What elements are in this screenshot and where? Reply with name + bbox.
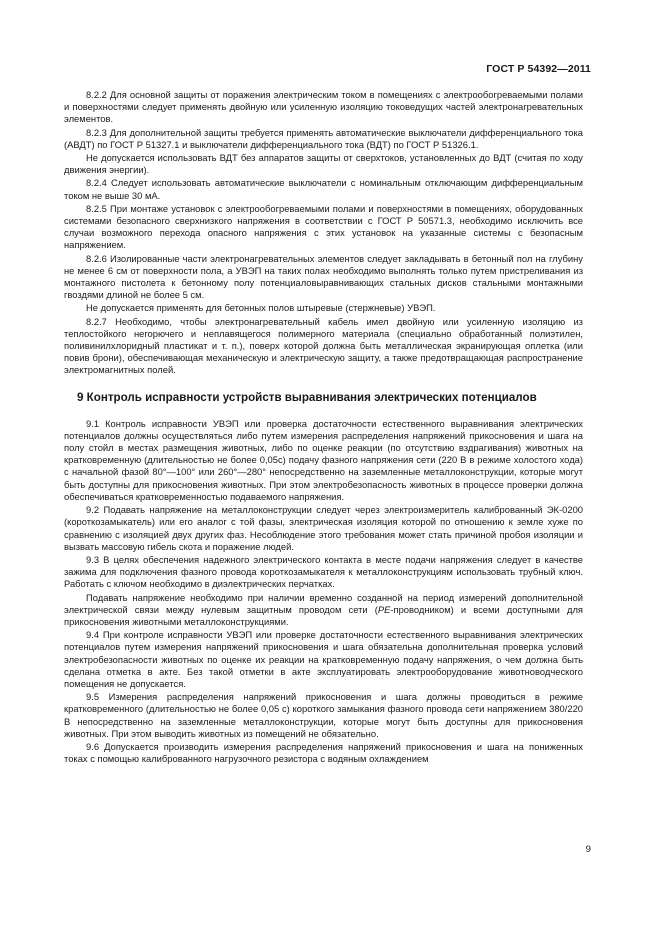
paragraph-8-2-3: 8.2.3 Для дополнительной защиты требуется применять автоматические выключатели дифференциального тока (АВДТ) по ГОСТ Р 51327.1 и выключатели дифференциального тока (ВДТ) по ГОСТ Р 51326.1. [64,126,583,150]
section-9-heading: 9 Контроль исправности устройств выравнивания электрических потенциалов [77,390,537,404]
page-number: 9 [585,844,591,855]
paragraph-8-2-4: 8.2.4 Следует использовать автоматические выключатели с номинальным отключающим дифференциальным током не выше 30 мА. [64,177,583,201]
paragraph-9-4: 9.4 При контроле исправности УВЭП или проверке достаточности естественного выравнивания электрических потенциалов путем измерения напряжений прикосновения и шага обязательна дополнительная проверка условий электробезопасности животных по оценке их реакции на кратковременную подачу напряжения, о чем должна быть сделана отметка в акте. Без такой отметки в акте эксплуатировать электрооборудование животноводческого помещения не допускается. [64,629,583,689]
paragraph-9-1: 9.1 Контроль исправности УВЭП или проверка достаточности естественного выравнивания электрических потенциалов должны осуществляться либо путем измерения распределения напряжений прикосновения и шага на полу стойл в местах размещения животных, либо по оценке реакции (по отсутствию вздрагивания) животных на кратковременную (длительностью не более 0,05с) подачу фазного напряжения сети (220 В в режиме холостого хода) с начальной фазой 80°—100° или 260°—280° непосредственно на заземленные металлоконструкции, которые могут быть доступны для прикосновения животных. При этом электробезопасность животных в процессе проверки должна обеспечиваться кратковременностью подаваемого напряжения. [64,417,583,502]
paragraph-8-2-5: 8.2.5 При монтаже установок с электрообогреваемыми полами и поверхностями в помещениях, оборудованных системами безопасного сверхнизкого напряжения в соответствии с ГОСТ Р 50571.3, необходимо исключить все случаи возможного перехода опасного напряжения с этих установок на указанные системы с безопасным напряжением. [64,202,583,251]
paragraph-9-5: 9.5 Измерения распределения напряжений прикосновения и шага должны проводиться в режиме кратковременного (длительностью не более 0,05 с) короткого замыкания фазного провода сети напряжением 380/220 В непосредственно на заземленные металлоконструкции, которые могут быть доступны для прикосновения животных. При этом выводить животных из помещений не обязательно. [64,691,583,739]
paragraph-9-6: 9.6 Допускается производить измерения распределения напряжений прикосновения и шага на пониженных токах с помощью калиброванного нагрузочного резистора с водяным охлаждением [64,740,583,765]
paragraph-8-2-3-note: Не допускается использовать ВДТ без аппаратов защиты от сверхтоков, установленных до ВДТ (считая по ходу движения энергии). [64,152,583,176]
pe-text-before: Подавать напряжение необходимо при наличии временно созданной на период измерений дополнительной электрической связи между нулевым защитным проводом сети ( [64,591,583,615]
paragraph-9-2: 9.2 Подавать напряжение на металлоконструкции следует через электроизмеритель калиброванный ЭК-0200 (короткозамыкатель) или его аналог с той фазы, электрическая изоляция которой по отношению к земле хуже по сравнению с изоляцией двух других фаз. Несоблюдение этого требования может стать причиной пробоя изоляции и вызвать массовую гибель скота и поражение людей. [64,504,583,552]
page-header-standard: ГОСТ Р 54392—2011 [486,63,591,75]
paragraph-8-2-6-note: Не допускается применять для бетонных полов штыревые (стержневые) УВЭП. [86,302,436,314]
paragraph-9-3-voltage [64,592,583,629]
document-body [64,89,583,766]
pe-conductor-italic: PE [377,603,391,615]
paragraph-8-2-7: 8.2.7 Необходимо, чтобы электронагревательный кабель имел двойную или усиленную изоляцию из теплостойкого негорючего и неплавящегося полимерного материала (специально обработанный полиэтилен, поливинилхлоридный пластикат и т. п.), поверх которой должна быть металлическая экранирующая оплетка (или повив брони), обеспечивающая механическую и электрическую защиту, а также предотвращающая распространение электромагнитных полей. [64,315,583,376]
paragraph-8-2-6: 8.2.6 Изолированные части электронагревательных элементов следует закладывать в бетонный пол на глубину не менее 6 см от поверхности пола, а УВЭП на таких полах необходимо выполнять только путем пристреливания из монтажного пистолета к бетонному полу потенциаловыравнивающих стальных дисков стальными монтажными гвоздями длиной не более 5 см. [64,252,583,301]
paragraph-9-3: 9.3 В целях обеспечения надежного электрического контакта в месте подачи напряжения следует в качестве зажима для подключения фазного провода короткозамыкателя к металлоконструкциям использовать трубный ключ. Работать с ключом необходимо в диэлектрических перчатках. [64,553,583,590]
paragraph-8-2-2: 8.2.2 Для основной защиты от поражения электрическим током в помещениях с электрообогреваемыми полами и поверхностями следует применять двойную или усиленную изоляцию токоведущих частей электронагревательных элементов. [64,89,583,125]
pe-text-after: -проводником) и всеми доступными для прикосновения животными металлоконструкциями. [64,603,583,627]
